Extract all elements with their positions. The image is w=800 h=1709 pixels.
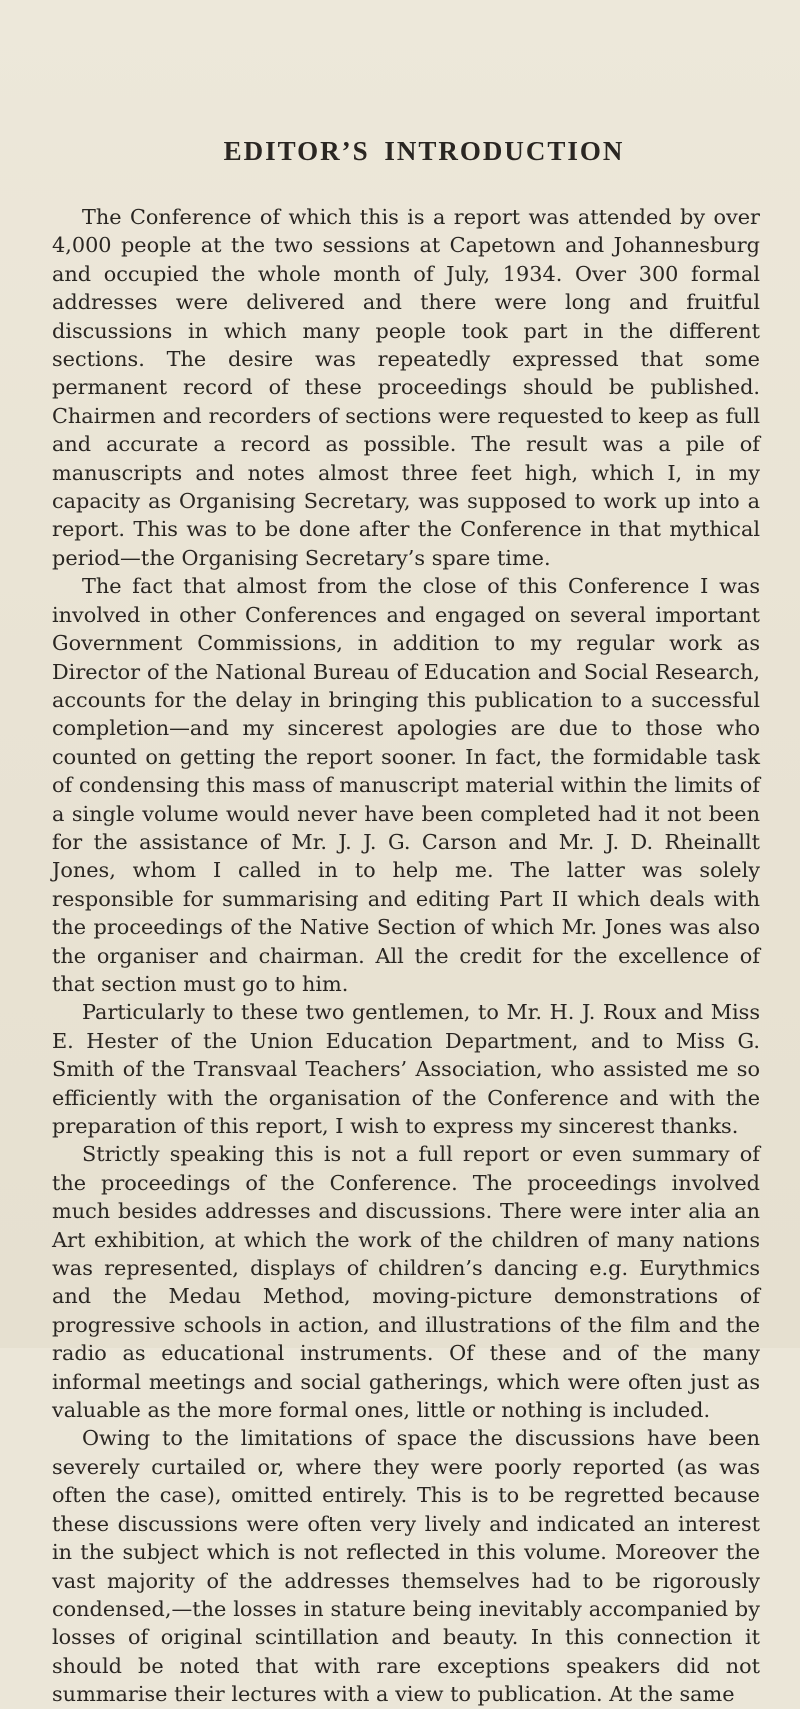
page-title: EDITOR’S INTRODUCTION <box>223 136 625 166</box>
paragraph: Strictly speaking this is not a full report or even summary of the proceedings of the Conference. The proceedings involved much besides addresses and discussions. There were inter alia an Art exhibition, at which the work of the children of many nations was represented, displays of children’s dancing e.g. Eurythmics and the Medau Method, moving-picture demonstrations of progressive schools in action, and illustrations of the film and the radio as educational instruments. Of these and of the many informal meetings and social gatherings, which were often just as valuable as the more formal ones, little or nothing is included. <box>52 1142 760 1423</box>
paragraph: Owing to the limitations of space the discussions have been severely curtailed or, where they were poorly reported (as was often the case), omitted entirely. This is to be regretted because these discussions were often very lively and indicated an interest in the subject which is not reflected in this volume. Moreover the vast majority of the addresses themselves had to be rigorously condensed,—the losses in stature being inevitably accompanied by losses of original scintillation and beauty. In this connection it should be noted that with rare exceptions speakers did not summarise their lectures with a view to publication. At the same <box>52 1426 760 1707</box>
paragraph: Particularly to these two gentlemen, to Mr. H. J. Roux and Miss E. Hester of the Union Education Department, and to Miss G. Smith of the Transvaal Teachers’ Association, who assisted me so efficiently with the organisation of the Conference and with the preparation of this report, I wish to express my sincerest thanks. <box>52 1000 760 1138</box>
paragraph: The fact that almost from the close of this Conference I was involved in other Conferences and engaged on several important Government Commissions, in addition to my regular work as Director of the National Bureau of Education and Social Research, accounts for the delay in bringing this publication to a successful completion—and my sincerest apologies are due to those who counted on getting the report sooner. In fact, the formidable task of condensing this mass of manuscript material within the limits of a single volume would never have been completed had it not been for the assistance of Mr. J. J. G. Carson and Mr. J. D. Rheinallt Jones, whom I called in to help me. The latter was solely responsible for summarising and editing Part II which deals with the proceedings of the Native Section of which Mr. Jones was also the organiser and chairman. All the credit for the excellence of that section must go to him. <box>52 574 760 996</box>
paragraph: The Conference of which this is a report was attended by over 4,000 people at the two sessions at Capetown and Johannesburg and occupied the whole month of July, 1934. Over 300 formal addresses were delivered and there were long and fruitful discussions in which many people took part in the different sections. The desire was repeatedly expressed that some permanent record of these proceedings should be published. Chairmen and recorders of sections were requested to keep as full and accurate a record as possible. The result was a pile of manuscripts and notes almost three feet high, which I, in my capacity as Organising Secretary, was supposed to work up into a report. This was to be done after the Conference in that mythical period—the Organising Secretary’s spare time. <box>52 205 760 570</box>
body-text <box>52 203 760 1709</box>
